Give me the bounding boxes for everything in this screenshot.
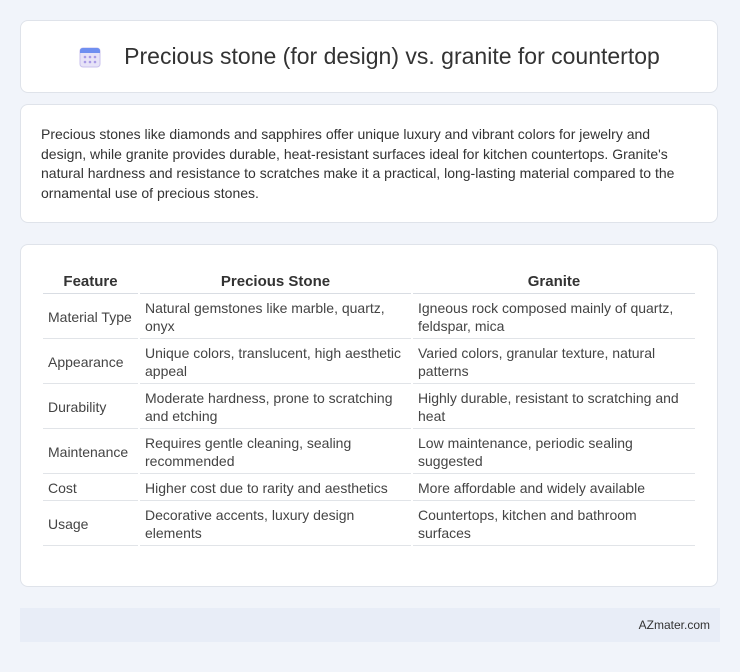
- title-card: [20, 20, 718, 93]
- comparison-card: [20, 244, 718, 587]
- feature-cell: Durability: [43, 386, 138, 429]
- feature-cell: Appearance: [43, 341, 138, 384]
- table-row: [43, 386, 695, 429]
- granite-cell: Varied colors, granular texture, natural patterns: [413, 341, 695, 384]
- comparison-table: [41, 267, 697, 548]
- granite-cell: Countertops, kitchen and bathroom surfaces: [413, 503, 695, 546]
- table-row: [43, 341, 695, 384]
- header-granite: Granite: [413, 269, 695, 294]
- feature-cell: Usage: [43, 503, 138, 546]
- intro-paragraph: Precious stones like diamonds and sapphires offer unique luxury and vibrant colors for jewelry and design, while granite provides durable, heat-resistant surfaces ideal for kitchen countertops. Granite's natural hardness and resistance to scratches make it a practical, long-lasting material compared to the ornamental use of precious stones.: [41, 126, 675, 201]
- table-row: [43, 296, 695, 339]
- granite-cell: More affordable and widely available: [413, 476, 695, 501]
- feature-cell: Maintenance: [43, 431, 138, 474]
- feature-cell: Cost: [43, 476, 138, 501]
- footer-brand[interactable]: AZmater.com: [638, 618, 710, 632]
- header-precious-stone: Precious Stone: [140, 269, 411, 294]
- header-feature: Feature: [43, 269, 138, 294]
- granite-cell: Low maintenance, periodic sealing suggested: [413, 431, 695, 474]
- precious-stone-cell: Unique colors, translucent, high aesthetic appeal: [140, 341, 411, 384]
- table-header-row: [43, 269, 695, 294]
- calendar-icon: [78, 45, 102, 69]
- table-row: [43, 431, 695, 474]
- precious-stone-cell: Requires gentle cleaning, sealing recommended: [140, 431, 411, 474]
- table-row: [43, 503, 695, 546]
- title-row: [78, 43, 660, 70]
- table-row: [43, 476, 695, 501]
- granite-cell: Highly durable, resistant to scratching and heat: [413, 386, 695, 429]
- precious-stone-cell: Higher cost due to rarity and aesthetics: [140, 476, 411, 501]
- precious-stone-cell: Natural gemstones like marble, quartz, onyx: [140, 296, 411, 339]
- footer-bar: [20, 608, 720, 642]
- feature-cell: Material Type: [43, 296, 138, 339]
- precious-stone-cell: Moderate hardness, prone to scratching and etching: [140, 386, 411, 429]
- intro-card: [20, 104, 718, 223]
- precious-stone-cell: Decorative accents, luxury design elements: [140, 503, 411, 546]
- page-title: Precious stone (for design) vs. granite for countertop: [124, 43, 660, 69]
- granite-cell: Igneous rock composed mainly of quartz, feldspar, mica: [413, 296, 695, 339]
